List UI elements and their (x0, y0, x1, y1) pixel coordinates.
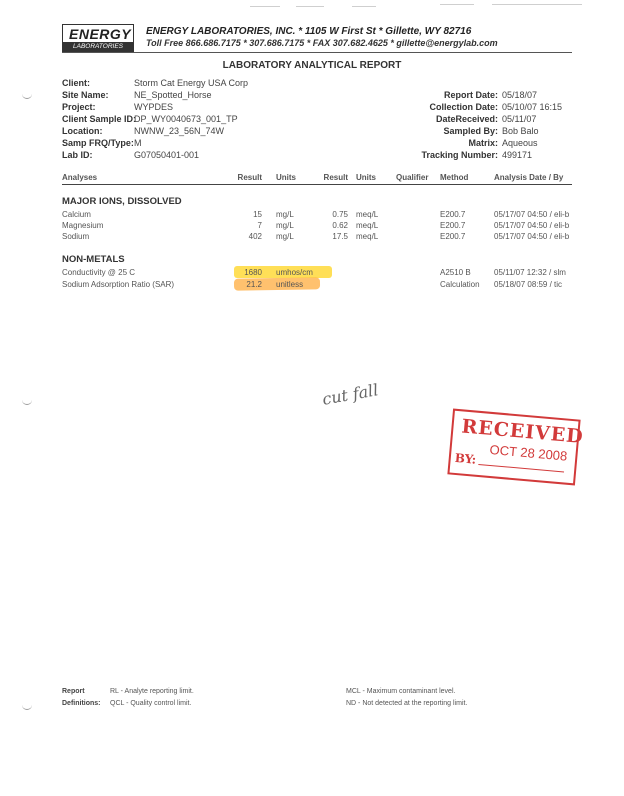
scan-mark (440, 4, 474, 5)
info-value: G07050401-001 (134, 150, 200, 160)
info-value: M (134, 138, 142, 148)
result-value: 402 (248, 232, 262, 241)
units-value: mg/L (276, 221, 294, 230)
info-label: Project: (62, 102, 96, 112)
method-value: Calculation (440, 280, 480, 289)
result-value: 7 (257, 221, 262, 230)
info-value: Aqueous (502, 138, 538, 148)
column-header-analyses: Analyses (62, 173, 98, 182)
info-label: Samp FRQ/Type: (62, 138, 134, 148)
logo-word: ENERGY (69, 26, 132, 42)
info-value: 499171 (502, 150, 533, 160)
units-value: mg/L (276, 232, 294, 241)
analysis-date-value: 05/17/07 04:50 / eli-b (494, 210, 570, 219)
result-meq-value: 0.62 (332, 221, 348, 230)
info-label: Matrix: (468, 138, 498, 148)
energy-labs-logo (62, 24, 134, 52)
scan-mark (250, 6, 280, 7)
footer-definition: RL - Analyte reporting limit. (110, 688, 194, 695)
result-value: 1680 (244, 268, 262, 277)
info-value: DP_WY0040673_001_TP (134, 114, 238, 124)
info-label: Sampled By: (443, 126, 498, 136)
analysis-date-value: 05/17/07 04:50 / eli-b (494, 232, 570, 241)
footer-definition: QCL - Quality control limit. (110, 700, 192, 707)
method-value: E200.7 (440, 210, 466, 219)
result-value: 15 (253, 210, 262, 219)
column-header-qualifier: Qualifier (396, 173, 429, 182)
hole-punch-mark (22, 703, 32, 710)
units-meq-value: meq/L (356, 221, 379, 230)
stamp-by: BY: (454, 450, 477, 467)
info-value: Bob Balo (502, 126, 539, 136)
stamp-date: OCT 28 2008 (489, 441, 568, 464)
result-meq-value: 17.5 (332, 232, 348, 241)
footer-label: Definitions: (62, 700, 101, 707)
info-label: Client Sample ID: (62, 114, 137, 124)
units-meq-value: meq/L (356, 232, 379, 241)
analyte-name: Magnesium (62, 221, 104, 230)
lab-contact-line: Toll Free 866.686.7175 * 307.686.7175 * FAX 307.682.4625 * gillette@energylab.com (146, 38, 498, 48)
info-label: Lab ID: (62, 150, 93, 160)
analyte-name: Sodium Adsorption Ratio (SAR) (62, 280, 175, 289)
units-meq-value: meq/L (356, 210, 379, 219)
result-meq-value: 0.75 (332, 210, 348, 219)
column-header-result: Result (237, 173, 262, 182)
stamp-signature-line (478, 464, 564, 472)
received-stamp (447, 409, 585, 486)
info-value: NWNW_23_56N_74W (134, 126, 225, 136)
units-value: unitless (276, 280, 304, 289)
info-label: Site Name: (62, 90, 109, 100)
analysis-date-value: 05/17/07 04:50 / eli-b (494, 221, 570, 230)
column-header-method: Method (440, 173, 469, 182)
report-title: LABORATORY ANALYTICAL REPORT (222, 60, 402, 71)
scan-mark (492, 4, 582, 5)
units-value: mg/L (276, 210, 294, 219)
method-value: A2510 B (440, 268, 471, 277)
scan-mark (296, 6, 324, 7)
hole-punch-mark (22, 92, 32, 99)
column-header-units-meq: Units (356, 173, 376, 182)
handwritten-note: cut fall (320, 380, 380, 409)
footer-definition: ND - Not detected at the reporting limit. (346, 700, 468, 707)
column-header-units: Units (276, 173, 296, 182)
analysis-date-value: 05/18/07 08:59 / tic (494, 280, 563, 289)
column-header-result-meq: Result (323, 173, 348, 182)
info-label: Report Date: (443, 90, 498, 100)
analyte-name: Calcium (62, 210, 91, 219)
footer-label: Report (62, 688, 85, 695)
info-label: Collection Date: (429, 102, 498, 112)
footer-definition: MCL - Maximum contaminant level. (346, 688, 456, 695)
info-value: NE_Spotted_Horse (134, 90, 212, 100)
info-label: DateReceived: (435, 114, 498, 124)
analysis-date-value: 05/11/07 12:32 / slm (494, 268, 566, 277)
analyte-name: Sodium (62, 232, 90, 241)
lab-address-line: ENERGY LABORATORIES, INC. * 1105 W First St * Gillette, WY 82716 (146, 26, 472, 37)
scan-mark (352, 6, 376, 7)
stamp-received-text: RECEIVED (460, 415, 585, 448)
hole-punch-mark (22, 398, 32, 405)
info-value: 05/10/07 16:15 (502, 102, 563, 112)
section-title: NON-METALS (62, 254, 125, 265)
section-title: MAJOR IONS, DISSOLVED (62, 196, 182, 207)
info-value: 05/11/07 (502, 114, 537, 124)
info-value: Storm Cat Energy USA Corp (134, 78, 249, 88)
info-label: Client: (62, 78, 90, 88)
info-value: WYPDES (134, 102, 174, 112)
logo-sub: LABORATORIES (62, 42, 134, 52)
table-header-divider (62, 184, 572, 185)
analyte-name: Conductivity @ 25 C (62, 268, 136, 277)
units-value: umhos/cm (276, 268, 313, 277)
method-value: E200.7 (440, 221, 466, 230)
header-divider (62, 52, 572, 53)
result-value: 21.2 (246, 280, 262, 289)
method-value: E200.7 (440, 232, 466, 241)
info-label: Location: (62, 126, 103, 136)
info-label: Tracking Number: (421, 150, 498, 160)
column-header-analysis-date: Analysis Date / By (494, 173, 564, 182)
info-value: 05/18/07 (502, 90, 538, 100)
